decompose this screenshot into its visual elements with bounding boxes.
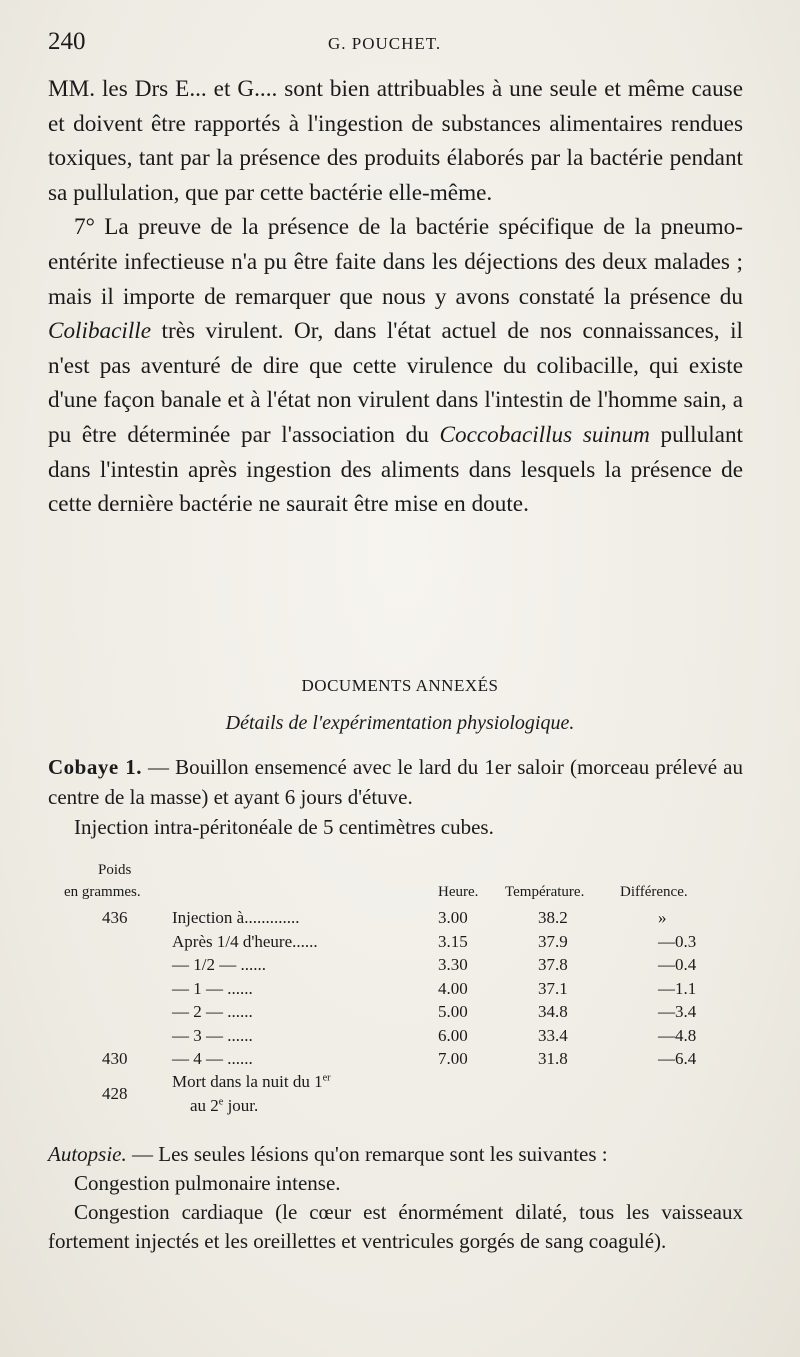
cell-event: — 2 — ...... bbox=[172, 1002, 253, 1021]
cell-event: Après 1/4 d'heure...... bbox=[172, 931, 318, 951]
page-header bbox=[48, 28, 748, 62]
cell-heure: 3.30 bbox=[438, 955, 468, 974]
header-temperature: Température. bbox=[505, 884, 585, 900]
death-line-2: au 2e jour. bbox=[190, 1096, 259, 1115]
experiment-table bbox=[48, 862, 748, 1122]
header-heure: Heure. bbox=[438, 884, 479, 900]
paragraph-2-part-b: très virulent. Or, dans l'état actuel de nos connaissances, il n'est pas aventuré de dire que cette virulence du colibacille, qui existe d'une façon banale et à l'état non virulent dans l'intestin de l'homme sain, a pu être déterminée par l'association du bbox=[48, 318, 743, 448]
cell-temperature: 38.2 bbox=[538, 908, 568, 927]
cell-temperature: 34.8 bbox=[538, 1002, 568, 1021]
body-text bbox=[48, 72, 743, 522]
paragraph-1: MM. les Drs E... et G.... sont bien attribuables à une seule et même cause et doivent être rapportés à l'ingestion de substances alimentaires rendues toxiques, tant par la présence des produits élaborés par la bactérie pendant sa pullulation, que par cette bactérie elle-même. bbox=[48, 76, 743, 206]
cell-heure: 3.00 bbox=[438, 908, 468, 927]
cobaye-injection: Injection intra-péritonéale de 5 centimètres cubes. bbox=[74, 815, 494, 839]
header-grammes: en grammes. bbox=[64, 884, 141, 900]
cell-event: — 3 — ...... bbox=[172, 1025, 253, 1045]
paragraph-2 bbox=[48, 210, 743, 521]
annex-title: DOCUMENTS ANNEXÉS bbox=[301, 676, 499, 695]
cell-event: Injection à............. bbox=[172, 908, 300, 927]
cell-temperature: 31.8 bbox=[538, 1049, 568, 1068]
cell-heure: 4.00 bbox=[438, 978, 468, 998]
annex-subtitle: Détails de l'expérimentation physiologique. bbox=[225, 712, 575, 734]
cell-event: — 1 — ...... bbox=[172, 978, 253, 998]
cell-difference: —3.4 bbox=[658, 1002, 697, 1021]
cell-temperature: 33.4 bbox=[538, 1025, 568, 1045]
cell-difference: —1.1 bbox=[658, 978, 697, 998]
page-number: 240 bbox=[48, 28, 86, 55]
header-poids: Poids bbox=[98, 862, 132, 878]
cell-temperature: 37.1 bbox=[538, 978, 568, 998]
cobaye-label: Cobaye 1. bbox=[48, 755, 142, 779]
cell-poids: 430 bbox=[102, 1049, 128, 1068]
colibacille-term: Colibacille bbox=[48, 318, 152, 345]
autopsie-label: Autopsie. bbox=[48, 1142, 127, 1166]
cobaye-description: — Bouillon ensemencé avec le lard du 1er saloir (morceau prélevé au centre de la masse) et ayant 6 jours d'étuve. bbox=[48, 755, 743, 809]
cobaye-section bbox=[48, 752, 743, 842]
cell-event: — 1/2 — ...... bbox=[172, 955, 266, 974]
cell-difference: —0.3 bbox=[658, 931, 697, 951]
cell-difference: » bbox=[658, 908, 667, 927]
cell-heure: 6.00 bbox=[438, 1025, 468, 1045]
coccobacillus-term: Coccobacillus suinum bbox=[439, 421, 650, 448]
cell-poids: 436 bbox=[102, 908, 128, 927]
header-difference: Différence. bbox=[620, 884, 688, 900]
autopsie-line-cardiaque: Congestion cardiaque (le cœur est énormément dilaté, tous les vaisseaux fortement injectés et les oreillettes et ventricules gorgés de sang coagulé). bbox=[48, 1200, 743, 1253]
cell-temperature: 37.9 bbox=[538, 931, 568, 951]
cell-heure: 7.00 bbox=[438, 1049, 468, 1068]
cell-difference: —4.8 bbox=[658, 1025, 697, 1045]
death-line-1: Mort dans la nuit du 1er bbox=[172, 1072, 331, 1091]
paragraph-2-part-c: pullulant dans l'intestin après ingestion des aliments dans lesquels la présence de cette dernière bactérie ne saurait être mise en doute. bbox=[48, 421, 743, 518]
running-head: G. POUCHET. bbox=[328, 34, 442, 53]
autopsie-line-pulmonaire: Congestion pulmonaire intense. bbox=[74, 1171, 341, 1195]
autopsie-section bbox=[48, 1140, 743, 1256]
cell-difference: —6.4 bbox=[658, 1049, 697, 1068]
cell-event: — 4 — ...... bbox=[172, 1049, 253, 1068]
autopsie-intro: — Les seules lésions qu'on remarque sont les suivantes : bbox=[126, 1142, 608, 1166]
death-poids: 428 bbox=[102, 1084, 128, 1103]
cell-heure: 3.15 bbox=[438, 931, 468, 951]
cell-heure: 5.00 bbox=[438, 1002, 468, 1021]
cell-temperature: 37.8 bbox=[538, 955, 568, 974]
cell-difference: —0.4 bbox=[658, 955, 697, 974]
paragraph-2-part-a: 7° La preuve de la présence de la bactérie spécifique de la pneumo-entérite infectieuse n'a pu être faite dans les déjections des deux malades ; mais il importe de remarquer que nous y avons constaté la présence du bbox=[48, 214, 743, 310]
